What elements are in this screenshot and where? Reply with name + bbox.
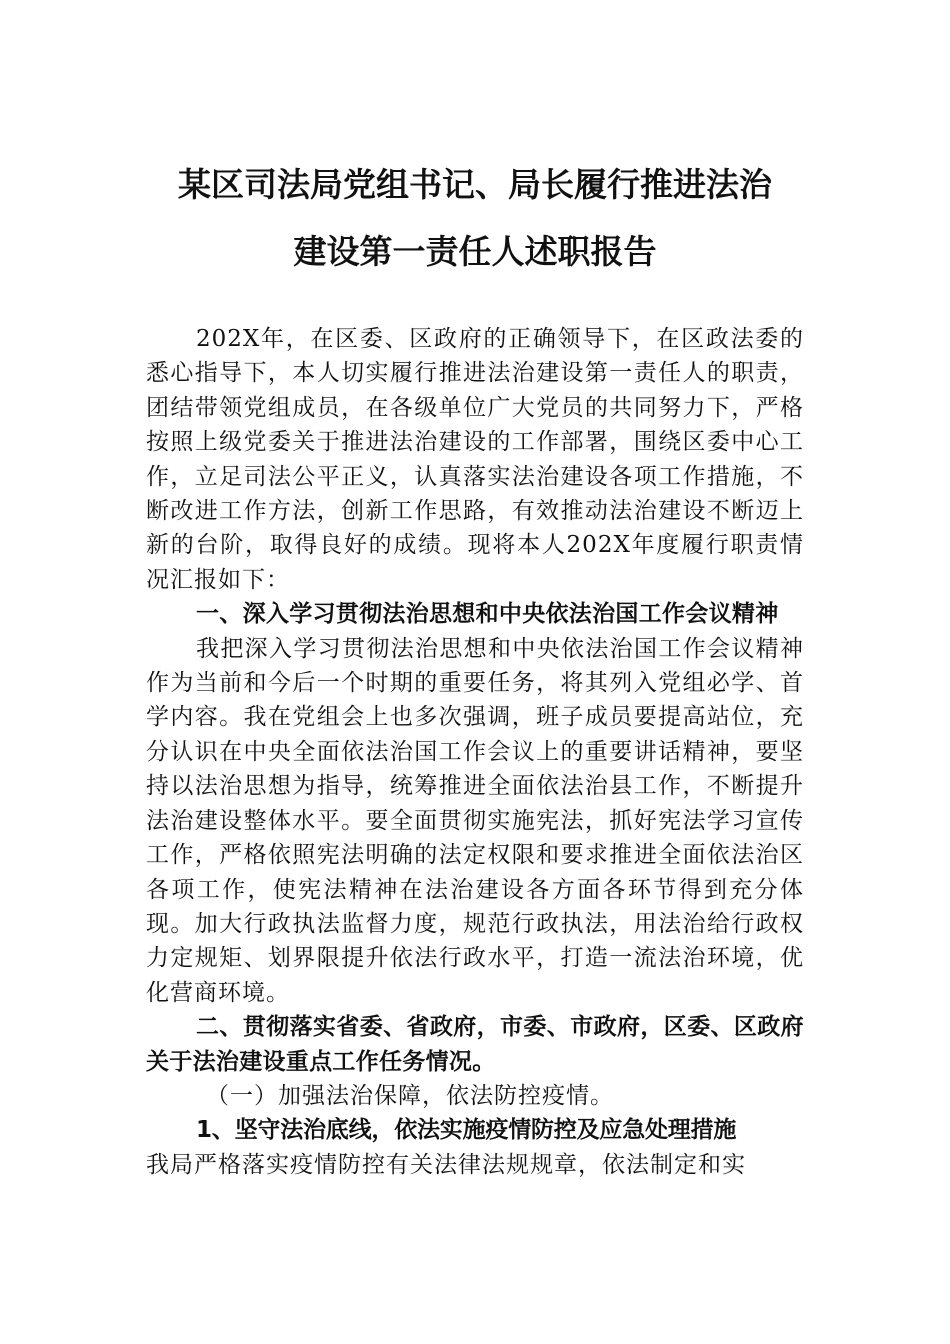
document-body: [146, 322, 804, 1182]
document-title-line-1: 某区司法局党组书记、局长履行推进法治: [178, 165, 772, 204]
item-1-heading: 1、坚守法治底线，依法实施疫情防控及应急处理措施: [196, 1117, 737, 1144]
document-title-line-2: 建设第一责任人述职报告: [293, 232, 657, 271]
section-1-heading: 一、深入学习贯彻法治思想和中央依法治国工作会议精神: [196, 601, 779, 628]
item-1-paragraph: 我局严格落实疫情防控有关法律法规规章，依法制定和实: [146, 1151, 746, 1178]
intro-paragraph: 202X年，在区委、区政府的正确领导下，在区政法委的悉心指导下，本人切实履行推进法治建设第一责任人的职责，团结带领党组成员，在各级单位广大党员的共同努力下，严格按照上级党委关于推进法治建设的工作部署，围绕区委中心工作，立足司法公平正义，认真落实法治建设各项工作措施，不断改进工作方法，创新工作思路，有效推动法治建设不断迈上新的台阶，取得良好的成绩。现将本人202X年度履行职责情况汇报如下：: [146, 326, 804, 593]
section-2-heading: 二、贯彻落实省委、省政府，市委、市政府，区委、区政府关于法治建设重点工作任务情况。: [146, 1014, 804, 1075]
subsection-1-heading: （一）加强法治保障，依法防控疫情。: [206, 1082, 614, 1109]
section-1-paragraph: 我把深入学习贯彻法治思想和中央依法治国工作会议精神作为当前和今后一个时期的重要任务，将其列入党组必学、首学内容。我在党组会上也多次强调，班子成员要提高站位，充分认识在中央全面依法治国工作会议上的重要讲话精神，要坚持以法治思想为指导，统筹推进全面依法治县工作，不断提升法治建设整体水平。要全面贯彻实施宪法，抓好宪法学习宣传工作，严格依照宪法明确的法定权限和要求推进全面依法治区各项工作，使宪法精神在法治建设各方面各环节得到充分体现。加大行政执法监督力度，规范行政执法，用法治给行政权力定规矩、划界限提升依法行政水平，打造一流法治环境，优化营商环境。: [146, 635, 804, 1006]
